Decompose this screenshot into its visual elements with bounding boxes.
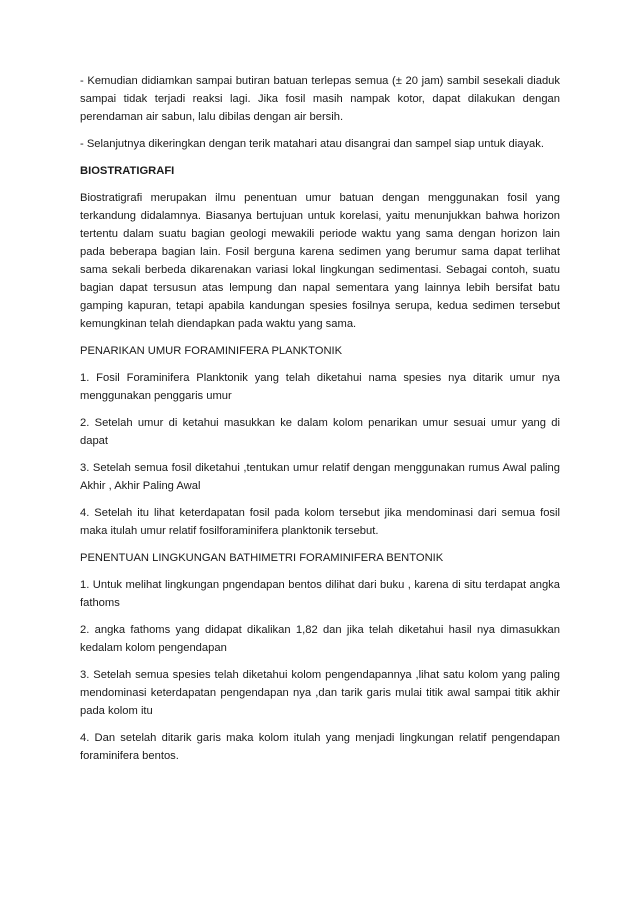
paragraph-drying-step: - Selanjutnya dikeringkan dengan terik matahari atau disangrai dan sampel siap untuk diayak.: [80, 138, 544, 150]
list-item-planktonik-1: 1. Fosil Foraminifera Planktonik yang telah diketahui nama spesies nya ditarik umur nya menggunakan penggaris umur: [80, 372, 560, 402]
list-item-bentonik-1: 1. Untuk melihat lingkungan pngendapan bentos dilihat dari buku , karena di situ terdapat angka fathoms: [80, 579, 560, 609]
list-item-bentonik-4: 4. Dan setelah ditarik garis maka kolom itulah yang menjadi lingkungan relatif pengendapan foraminifera bentos.: [80, 732, 560, 762]
heading-biostratigrafi: BIOSTRATIGRAFI: [80, 165, 175, 177]
list-item-planktonik-3: 3. Setelah semua fosil diketahui ,tentukan umur relatif dengan menggunakan rumus Awal paling Akhir , Akhir Paling Awal: [80, 462, 560, 492]
list-item-planktonik-2: 2. Setelah umur di ketahui masukkan ke dalam kolom penarikan umur sesuai umur yang di dapat: [80, 417, 560, 447]
heading-penarikan-umur: PENARIKAN UMUR FORAMINIFERA PLANKTONIK: [80, 345, 343, 357]
document-page: [80, 72, 560, 774]
paragraph-soaking-step: - Kemudian didiamkan sampai butiran batuan terlepas semua (± 20 jam) sambil sesekali diaduk sampai tidak terjadi reaksi lagi. Jika fosil masih nampak kotor, dapat dilakukan dengan perendaman air sabun, lalu dibilas dengan air bersih.: [80, 75, 560, 123]
list-item-bentonik-2: 2. angka fathoms yang didapat dikalikan 1,82 dan jika telah diketahui hasil nya dimasukkan kedalam kolom pengendapan: [80, 624, 560, 654]
paragraph-biostratigrafi: Biostratigrafi merupakan ilmu penentuan umur batuan dengan menggunakan fosil yang terkandung didalamnya. Biasanya bertujuan untuk korelasi, yaitu menunjukkan bahwa horizon tertentu dalam suatu bagian geologi mewakili periode waktu yang sama dengan horizon lain pada beberapa bagian lain. Fosil berguna karena sedimen yang berumur sama dapat terlihat sama sekali berbeda dikarenakan variasi lokal lingkungan sedimentasi. Sebagai contoh, suatu bagian dapat tersusun atas lempung dan napal sementara yang lainnya lebih bersifat batu gamping kapuran, tetapi apabila kandungan spesies fosilnya serupa, kedua sedimen tersebut kemungkinan telah diendapkan pada waktu yang sama.: [80, 192, 560, 330]
heading-lingkungan-bathimetri: PENENTUAN LINGKUNGAN BATHIMETRI FORAMINIFERA BENTONIK: [80, 552, 444, 564]
list-item-planktonik-4: 4. Setelah itu lihat keterdapatan fosil pada kolom tersebut jika mendominasi dari semua fosil maka itulah umur relatif fosilforaminifera planktonik tersebut.: [80, 507, 560, 537]
list-item-bentonik-3: 3. Setelah semua spesies telah diketahui kolom pengendapannya ,lihat satu kolom yang paling mendominasi keterdapatan pengendapan nya ,dan tarik garis mulai titik awal sampai titik akhir pada kolom itu: [80, 669, 560, 717]
